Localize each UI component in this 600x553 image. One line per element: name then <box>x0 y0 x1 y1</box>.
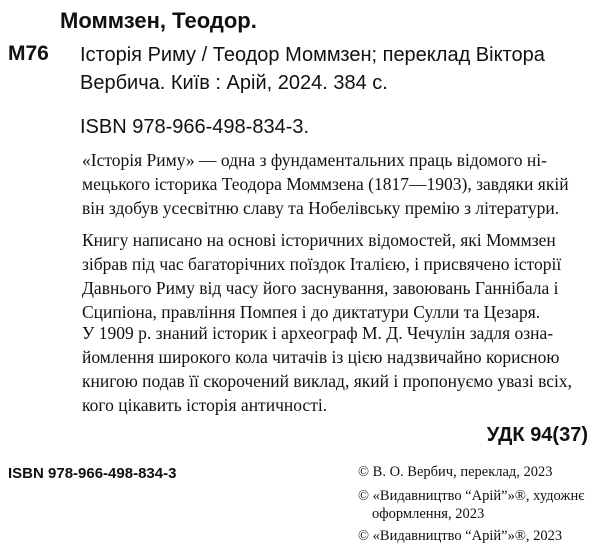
copyright-design-line-2: оформлення, 2023 <box>372 506 485 522</box>
isbn-record: ISBN 978-966-498-834-3. <box>80 116 310 138</box>
author-code: М76 <box>8 42 49 65</box>
annotation-line: йомлення широкого кола читачів із цією надзвичайно корисною <box>82 347 560 367</box>
bibliographic-description-line-1: Історія Риму / Теодор Моммзен; переклад Віктора <box>80 44 545 66</box>
annotation-line: Сципіона, правління Помпея і до диктатури Сулли та Цезаря. <box>82 302 541 322</box>
annotation-line: «Історія Риму» — одна з фундаментальних праць відомого ні- <box>82 150 547 170</box>
annotation-line: він здобув усесвітню славу та Нобелівську премію з літератури. <box>82 198 560 218</box>
annotation-line: мецького історика Теодора Моммзена (1817—1903), завдяки якій <box>82 174 569 194</box>
annotation-paragraph-2 <box>82 228 598 324</box>
udk-code: УДК 94(37) <box>486 424 588 446</box>
annotation-line: Давнього Риму від часу його заснування, завоювань Ганнібала і <box>82 278 559 298</box>
annotation-line: книгою подав її скорочений виклад, який і пропонуємо увазі всіх, <box>82 371 573 391</box>
annotation-line: зібрав під час багаторічних поїздок Італією, і присвячено історії <box>82 254 562 274</box>
annotation-paragraph-3 <box>82 321 598 417</box>
annotation-line: кого цікавить історія античності. <box>82 395 328 415</box>
footer-isbn: ISBN 978-966-498-834-3 <box>8 465 177 482</box>
author-heading: Моммзен, Теодор. <box>60 8 257 33</box>
annotation-paragraph-1 <box>82 148 598 220</box>
annotation-line: Книгу написано на основі історичних відомостей, які Моммзен <box>82 230 556 250</box>
copyright-translation: © В. О. Вербич, переклад, 2023 <box>358 464 553 480</box>
copyright-design-line-1: © «Видавництво “Арій”»®, художнє <box>358 488 585 504</box>
bibliographic-description-line-2: Вербича. Київ : Арій, 2024. 384 с. <box>80 72 388 94</box>
copyright-publisher: © «Видавництво “Арій”»®, 2023 <box>358 528 563 544</box>
annotation-line: У 1909 р. знаний історик і археограф М. Д. Чечулін задля озна- <box>82 323 554 343</box>
